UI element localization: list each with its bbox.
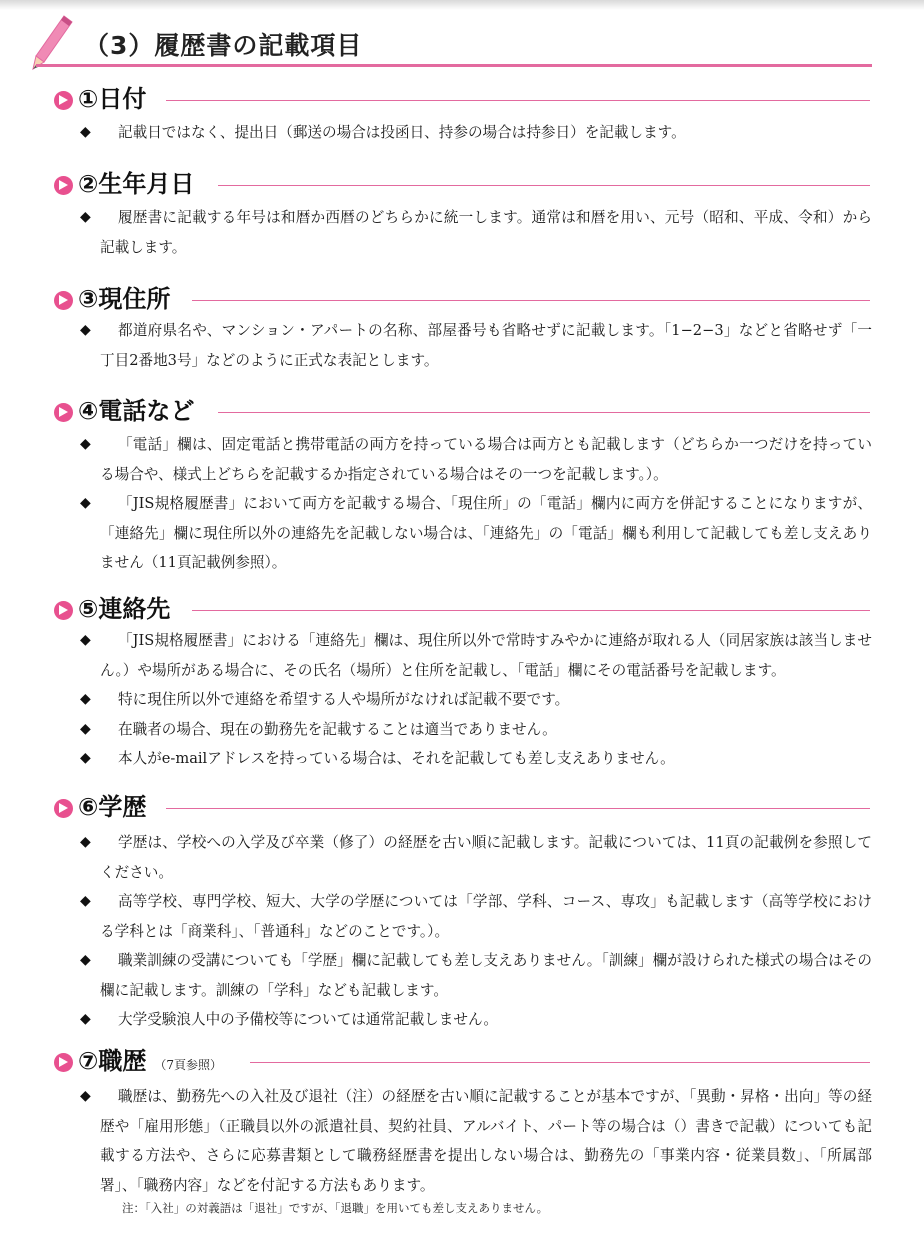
section-birthdate (0, 167, 924, 262)
bullet-diamond-icon: ◆ (80, 124, 91, 140)
section-rule (166, 100, 870, 101)
bullet-diamond-icon: ◆ (80, 1011, 91, 1027)
bullet-diamond-icon: ◆ (80, 209, 91, 225)
section-header (0, 1044, 924, 1078)
list-item: ◆ 「JIS規格履歴書」において両方を記載する場合、「現住所」の「電話」欄内に両方を併記することになりますが、「連絡先」欄に現住所以外の連絡先を記載しない場合は、「連絡先」の「電話」欄も利用して記載しても差し支えありません（11頁記載例参照）。 (100, 489, 872, 578)
section-title: ③現住所 (78, 285, 171, 313)
bullet-diamond-icon: ◆ (80, 952, 91, 968)
list-item: ◆ 記載日ではなく、提出日（郵送の場合は投函日、持参の場合は持参日）を記載します。 (100, 118, 872, 148)
bullet-diamond-icon: ◆ (80, 720, 91, 737)
section-rule (192, 610, 870, 611)
list-item: ◆ 大学受験浪人中の予備校等については通常記載しません。 (100, 1005, 872, 1035)
bullet-diamond-icon: ◆ (80, 750, 91, 766)
section-title: ⑥学歴 (78, 793, 147, 821)
list-item: ◆ 職歴は、勤務先への入社及び退社（注）の経歴を古い順に記載することが基本ですが、「異動・昇格・出向」等の経歴や「雇用形態」（正職員以外の派遣社員、契約社員、アルバイト、パート等の場合は（）書きで記載）についても記載する方法や、さらに応募書類として職務経歴書を提出しない場合は、勤務先の「事業内容・従業員数」、「所属部署」、「職務内容」などを付記する方法もあります。 (100, 1082, 872, 1200)
section-rule (218, 185, 870, 186)
list-item: ◆ 「JIS規格履歴書」における「連絡先」欄は、現住所以外で常時すみやかに連絡が取れる人（同居家族は該当しません。）や場所がある場合に、その氏名（場所）と住所を記載し、「電話」欄にその電話番号を記載します。 (100, 626, 872, 685)
arrow-circle-icon (54, 291, 73, 310)
footnote: 注：「入社」の対義語は「退社」ですが、「退職」を用いても差し支えありません。 (122, 1201, 549, 1215)
title-underline (36, 64, 872, 67)
list-item: ◆ 「電話」欄は、固定電話と携帯電話の両方を持っている場合は両方とも記載します（どちらか一つだけを持っている場合や、様式上どちらを記載するか指定されている場合はその一つを記載します。）。 (100, 430, 872, 489)
arrow-circle-icon (54, 176, 73, 195)
list-item: ◆ 職業訓練の受講についても「学歴」欄に記載しても差し支えありません。「訓練」欄が設けられた様式の場合はその欄に記載します。訓練の「学科」なども記載します。 (100, 946, 872, 1005)
section-title: ⑦職歴 （7頁参照） (78, 1044, 222, 1082)
section-rule (192, 300, 870, 301)
bullet-diamond-icon: ◆ (80, 691, 91, 707)
arrow-circle-icon (54, 91, 73, 110)
section-phone (0, 394, 924, 578)
bullet-diamond-icon: ◆ (80, 834, 91, 850)
arrow-circle-icon (54, 403, 73, 422)
section-title: ②生年月日 (78, 170, 195, 198)
section-contact (0, 592, 924, 774)
section-rule (218, 412, 870, 413)
section-header (0, 82, 924, 116)
arrow-circle-icon (54, 601, 73, 620)
top-shadow (0, 0, 924, 10)
section-title: ④電話など (78, 397, 195, 425)
bullet-diamond-icon: ◆ (80, 1088, 91, 1104)
page-title: （3）履歴書の記載項目 (84, 31, 363, 60)
section-address (0, 282, 924, 375)
section-rule (250, 1062, 870, 1063)
list-item: ◆ 履歴書に記載する年号は和暦か西暦のどちらかに統一します。通常は和暦を用い、元号（昭和、平成、令和）から記載します。 (100, 203, 872, 262)
list-item: ◆ 本人がe-mailアドレスを持っている場合は、それを記載しても差し支えありません。 (100, 744, 872, 774)
section-date (0, 82, 924, 148)
list-item: ◆ 特に現住所以外で連絡を希望する人や場所がなければ記載不要です。 (100, 685, 872, 715)
section-header (0, 592, 924, 626)
bullet-diamond-icon: ◆ (80, 322, 91, 338)
arrow-circle-icon (54, 1053, 73, 1072)
bullet-diamond-icon: ◆ (80, 495, 91, 511)
arrow-circle-icon (54, 799, 73, 818)
section-career (0, 1044, 924, 1216)
section-header (0, 790, 924, 824)
list-item: ◆ 在職者の場合、現在の勤務先を記載することは適当でありません。 (100, 715, 872, 745)
section-header (0, 282, 924, 316)
bullet-diamond-icon: ◆ (80, 436, 91, 452)
list-item: ◆ 都道府県名や、マンション・アパートの名称、部屋番号も省略せずに記載します。「1−2−3」などと省略せず「一丁目2番地3号」などのように正式な表記とします。 (100, 316, 872, 375)
bullet-diamond-icon: ◆ (80, 632, 91, 648)
list-item: ◆ 高等学校、専門学校、短大、大学の学歴については「学部、学科、コース、専攻」も記載します（高等学校における学科とは「商業科」、「普通科」などのことです。）。 (100, 887, 872, 946)
section-header (0, 167, 924, 201)
section-title: ⑤連絡先 (78, 595, 171, 623)
section-education (0, 790, 924, 1035)
section-title: ①日付 (78, 85, 147, 113)
section-note: （7頁参照） (154, 1058, 222, 1072)
section-rule (166, 808, 870, 809)
list-item: ◆ 学歴は、学校への入学及び卒業（修了）の経歴を古い順に記載します。記載については、11頁の記載例を参照してください。 (100, 828, 872, 887)
bullet-diamond-icon: ◆ (80, 893, 91, 909)
section-header (0, 394, 924, 428)
